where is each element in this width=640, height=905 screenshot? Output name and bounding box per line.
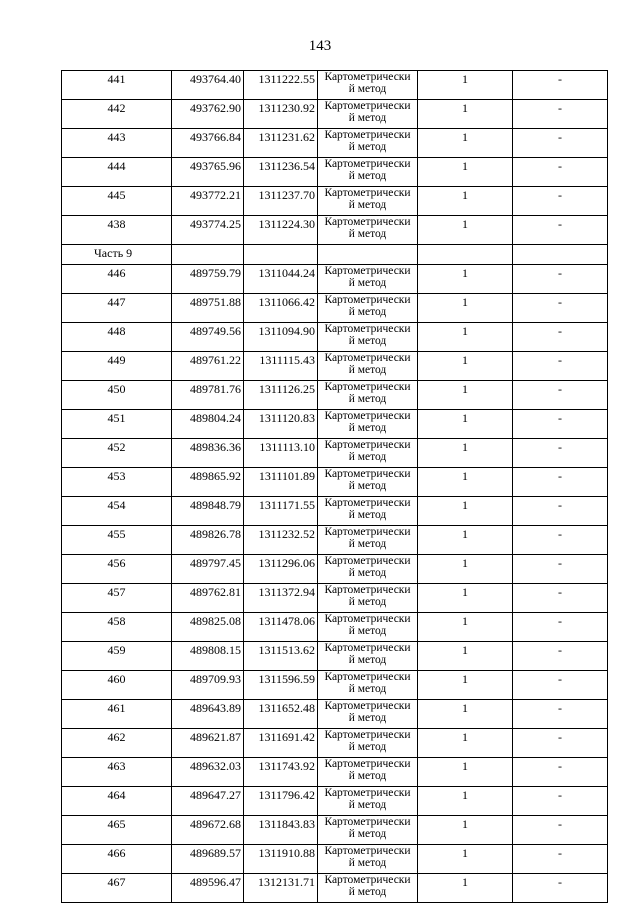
description-cell: - xyxy=(513,671,608,700)
point-number-cell: 450 xyxy=(62,381,172,410)
x-coordinate-cell: 489689.57 xyxy=(172,845,244,874)
point-number-cell: 445 xyxy=(62,187,172,216)
y-coordinate-cell: 1311101.89 xyxy=(244,468,318,497)
method-text-line2: й метод xyxy=(348,393,387,405)
method-cell xyxy=(318,216,418,245)
description-cell: - xyxy=(513,526,608,555)
method-text-line2: й метод xyxy=(348,625,387,637)
y-coordinate-cell: 1311691.42 xyxy=(244,729,318,758)
point-number-cell: 465 xyxy=(62,816,172,845)
point-number-cell: 452 xyxy=(62,439,172,468)
method-cell xyxy=(318,700,418,729)
y-coordinate-cell: 1311652.48 xyxy=(244,700,318,729)
description-cell: - xyxy=(513,874,608,903)
y-coordinate-cell: 1311236.54 xyxy=(244,158,318,187)
table-row xyxy=(62,294,608,323)
point-number-cell: 451 xyxy=(62,410,172,439)
accuracy-cell: 1 xyxy=(418,497,513,526)
method-text-line1: Картометрически xyxy=(324,468,411,480)
method-cell xyxy=(318,758,418,787)
method-text-line1: Картометрически xyxy=(324,352,411,364)
x-coordinate-cell: 489709.93 xyxy=(172,671,244,700)
x-coordinate-cell: 493772.21 xyxy=(172,187,244,216)
y-coordinate-cell: 1311232.52 xyxy=(244,526,318,555)
y-coordinate-cell: 1311237.70 xyxy=(244,187,318,216)
x-coordinate-cell: 489596.47 xyxy=(172,874,244,903)
method-cell xyxy=(318,410,418,439)
method-text-line2: й метод xyxy=(348,741,387,753)
method-cell xyxy=(318,468,418,497)
method-cell xyxy=(318,294,418,323)
y-coordinate-cell: 1311126.25 xyxy=(244,381,318,410)
description-cell: - xyxy=(513,700,608,729)
x-coordinate-cell: 493762.90 xyxy=(172,100,244,129)
coordinates-table-body xyxy=(62,71,608,903)
description-cell: - xyxy=(513,265,608,294)
method-text-line2: й метод xyxy=(348,480,387,492)
method-cell xyxy=(318,158,418,187)
description-cell: - xyxy=(513,468,608,497)
method-cell xyxy=(318,613,418,642)
point-number-cell: 456 xyxy=(62,555,172,584)
method-cell xyxy=(318,816,418,845)
table-row xyxy=(62,700,608,729)
description-cell: - xyxy=(513,216,608,245)
empty-cell xyxy=(244,245,318,265)
table-row xyxy=(62,468,608,497)
table-row xyxy=(62,526,608,555)
y-coordinate-cell: 1311910.88 xyxy=(244,845,318,874)
method-text-line2: й метод xyxy=(348,170,387,182)
table-row xyxy=(62,439,608,468)
method-cell xyxy=(318,100,418,129)
y-coordinate-cell: 1311171.55 xyxy=(244,497,318,526)
x-coordinate-cell: 489808.15 xyxy=(172,642,244,671)
y-coordinate-cell: 1311231.62 xyxy=(244,129,318,158)
section-label: Часть 9 xyxy=(62,245,172,265)
accuracy-cell: 1 xyxy=(418,352,513,381)
table-row xyxy=(62,642,608,671)
accuracy-cell: 1 xyxy=(418,729,513,758)
x-coordinate-cell: 489825.08 xyxy=(172,613,244,642)
description-cell: - xyxy=(513,129,608,158)
method-text-line1: Картометрически xyxy=(324,613,411,625)
x-coordinate-cell: 489759.79 xyxy=(172,265,244,294)
method-text-line1: Картометрически xyxy=(324,129,411,141)
description-cell: - xyxy=(513,187,608,216)
method-text-line1: Картометрически xyxy=(324,100,411,112)
method-text-line2: й метод xyxy=(348,886,387,898)
table-row xyxy=(62,100,608,129)
point-number-cell: 463 xyxy=(62,758,172,787)
description-cell: - xyxy=(513,100,608,129)
empty-cell xyxy=(172,245,244,265)
method-cell xyxy=(318,265,418,294)
accuracy-cell: 1 xyxy=(418,584,513,613)
table-row xyxy=(62,265,608,294)
y-coordinate-cell: 1311596.59 xyxy=(244,671,318,700)
method-text-line2: й метод xyxy=(348,538,387,550)
accuracy-cell: 1 xyxy=(418,100,513,129)
accuracy-cell: 1 xyxy=(418,265,513,294)
x-coordinate-cell: 489762.81 xyxy=(172,584,244,613)
table-row xyxy=(62,816,608,845)
table-row xyxy=(62,555,608,584)
accuracy-cell: 1 xyxy=(418,555,513,584)
method-text-line1: Картометрически xyxy=(324,584,411,596)
x-coordinate-cell: 489804.24 xyxy=(172,410,244,439)
description-cell: - xyxy=(513,613,608,642)
x-coordinate-cell: 489749.56 xyxy=(172,323,244,352)
description-cell: - xyxy=(513,787,608,816)
method-text-line1: Картометрически xyxy=(324,410,411,422)
accuracy-cell: 1 xyxy=(418,129,513,158)
method-text-line2: й метод xyxy=(348,683,387,695)
method-text-line2: й метод xyxy=(348,857,387,869)
point-number-cell: 455 xyxy=(62,526,172,555)
method-text-line2: й метод xyxy=(348,654,387,666)
point-number-cell: 460 xyxy=(62,671,172,700)
method-text-line2: й метод xyxy=(348,422,387,434)
description-cell: - xyxy=(513,642,608,671)
table-row xyxy=(62,71,608,100)
method-text-line2: й метод xyxy=(348,199,387,211)
point-number-cell: 449 xyxy=(62,352,172,381)
method-text-line1: Картометрически xyxy=(324,555,411,567)
table-row xyxy=(62,729,608,758)
y-coordinate-cell: 1311094.90 xyxy=(244,323,318,352)
accuracy-cell: 1 xyxy=(418,816,513,845)
method-text-line2: й метод xyxy=(348,799,387,811)
empty-cell xyxy=(513,245,608,265)
method-text-line1: Картометрически xyxy=(324,787,411,799)
point-number-cell: 438 xyxy=(62,216,172,245)
method-cell xyxy=(318,584,418,613)
accuracy-cell: 1 xyxy=(418,845,513,874)
x-coordinate-cell: 489797.45 xyxy=(172,555,244,584)
table-row xyxy=(62,381,608,410)
x-coordinate-cell: 489781.76 xyxy=(172,381,244,410)
point-number-cell: 459 xyxy=(62,642,172,671)
method-text-line2: й метод xyxy=(348,451,387,463)
description-cell: - xyxy=(513,845,608,874)
y-coordinate-cell: 1311372.94 xyxy=(244,584,318,613)
accuracy-cell: 1 xyxy=(418,671,513,700)
method-cell xyxy=(318,729,418,758)
method-text-line2: й метод xyxy=(348,712,387,724)
table-row xyxy=(62,410,608,439)
x-coordinate-cell: 489836.36 xyxy=(172,439,244,468)
point-number-cell: 458 xyxy=(62,613,172,642)
point-number-cell: 454 xyxy=(62,497,172,526)
y-coordinate-cell: 1311796.42 xyxy=(244,787,318,816)
accuracy-cell: 1 xyxy=(418,439,513,468)
method-text-line1: Картометрически xyxy=(324,497,411,509)
method-text-line1: Картометрически xyxy=(324,874,411,886)
method-text-line1: Картометрически xyxy=(324,729,411,741)
table-row xyxy=(62,187,608,216)
method-text-line1: Картометрически xyxy=(324,158,411,170)
x-coordinate-cell: 489865.92 xyxy=(172,468,244,497)
method-text-line2: й метод xyxy=(348,306,387,318)
method-cell xyxy=(318,526,418,555)
y-coordinate-cell: 1311843.83 xyxy=(244,816,318,845)
table-row xyxy=(62,584,608,613)
method-text-line1: Картометрически xyxy=(324,187,411,199)
table-row xyxy=(62,613,608,642)
table-row xyxy=(62,671,608,700)
point-number-cell: 461 xyxy=(62,700,172,729)
method-text-line1: Картометрически xyxy=(324,265,411,277)
point-number-cell: 446 xyxy=(62,265,172,294)
method-text-line1: Картометрически xyxy=(324,758,411,770)
method-text-line1: Картометрически xyxy=(324,816,411,828)
description-cell: - xyxy=(513,555,608,584)
method-text-line2: й метод xyxy=(348,567,387,579)
method-text-line1: Картометрически xyxy=(324,294,411,306)
description-cell: - xyxy=(513,584,608,613)
description-cell: - xyxy=(513,294,608,323)
point-number-cell: 453 xyxy=(62,468,172,497)
method-cell xyxy=(318,187,418,216)
coordinates-table xyxy=(61,70,608,903)
description-cell: - xyxy=(513,729,608,758)
method-text-line1: Картометрически xyxy=(324,700,411,712)
method-cell xyxy=(318,642,418,671)
method-cell xyxy=(318,439,418,468)
description-cell: - xyxy=(513,323,608,352)
point-number-cell: 466 xyxy=(62,845,172,874)
method-cell xyxy=(318,845,418,874)
x-coordinate-cell: 493765.96 xyxy=(172,158,244,187)
table-row xyxy=(62,787,608,816)
method-text-line2: й метод xyxy=(348,596,387,608)
method-text-line1: Картометрически xyxy=(324,71,411,83)
x-coordinate-cell: 493764.40 xyxy=(172,71,244,100)
y-coordinate-cell: 1311743.92 xyxy=(244,758,318,787)
method-text-line1: Картометрически xyxy=(324,323,411,335)
point-number-cell: 467 xyxy=(62,874,172,903)
method-text-line2: й метод xyxy=(348,828,387,840)
table-row xyxy=(62,352,608,381)
method-text-line2: й метод xyxy=(348,83,387,95)
accuracy-cell: 1 xyxy=(418,381,513,410)
description-cell: - xyxy=(513,352,608,381)
description-cell: - xyxy=(513,410,608,439)
x-coordinate-cell: 489643.89 xyxy=(172,700,244,729)
x-coordinate-cell: 489672.68 xyxy=(172,816,244,845)
table-row xyxy=(62,216,608,245)
point-number-cell: 442 xyxy=(62,100,172,129)
table-row xyxy=(62,874,608,903)
description-cell: - xyxy=(513,497,608,526)
section-row xyxy=(62,245,608,265)
accuracy-cell: 1 xyxy=(418,71,513,100)
method-cell xyxy=(318,381,418,410)
y-coordinate-cell: 1311478.06 xyxy=(244,613,318,642)
method-cell xyxy=(318,352,418,381)
accuracy-cell: 1 xyxy=(418,294,513,323)
method-text-line2: й метод xyxy=(348,364,387,376)
point-number-cell: 464 xyxy=(62,787,172,816)
accuracy-cell: 1 xyxy=(418,526,513,555)
method-text-line2: й метод xyxy=(348,770,387,782)
method-cell xyxy=(318,671,418,700)
x-coordinate-cell: 489848.79 xyxy=(172,497,244,526)
description-cell: - xyxy=(513,158,608,187)
method-text-line1: Картометрически xyxy=(324,439,411,451)
description-cell: - xyxy=(513,381,608,410)
method-text-line1: Картометрически xyxy=(324,845,411,857)
accuracy-cell: 1 xyxy=(418,323,513,352)
table-row xyxy=(62,129,608,158)
table-row xyxy=(62,158,608,187)
y-coordinate-cell: 1311224.30 xyxy=(244,216,318,245)
table-row xyxy=(62,758,608,787)
accuracy-cell: 1 xyxy=(418,787,513,816)
description-cell: - xyxy=(513,816,608,845)
empty-cell xyxy=(318,245,418,265)
point-number-cell: 447 xyxy=(62,294,172,323)
method-text-line1: Картометрически xyxy=(324,216,411,228)
y-coordinate-cell: 1311120.83 xyxy=(244,410,318,439)
method-text-line1: Картометрически xyxy=(324,642,411,654)
method-cell xyxy=(318,129,418,158)
method-cell xyxy=(318,787,418,816)
table-row xyxy=(62,497,608,526)
method-text-line2: й метод xyxy=(348,112,387,124)
method-cell xyxy=(318,555,418,584)
y-coordinate-cell: 1311222.55 xyxy=(244,71,318,100)
empty-cell xyxy=(418,245,513,265)
method-text-line2: й метод xyxy=(348,509,387,521)
accuracy-cell: 1 xyxy=(418,216,513,245)
x-coordinate-cell: 489647.27 xyxy=(172,787,244,816)
y-coordinate-cell: 1311513.62 xyxy=(244,642,318,671)
accuracy-cell: 1 xyxy=(418,158,513,187)
x-coordinate-cell: 489621.87 xyxy=(172,729,244,758)
y-coordinate-cell: 1311296.06 xyxy=(244,555,318,584)
accuracy-cell: 1 xyxy=(418,758,513,787)
x-coordinate-cell: 489751.88 xyxy=(172,294,244,323)
page-number: 143 xyxy=(308,38,332,54)
description-cell: - xyxy=(513,758,608,787)
accuracy-cell: 1 xyxy=(418,642,513,671)
accuracy-cell: 1 xyxy=(418,410,513,439)
point-number-cell: 457 xyxy=(62,584,172,613)
x-coordinate-cell: 493766.84 xyxy=(172,129,244,158)
method-cell xyxy=(318,874,418,903)
y-coordinate-cell: 1312131.71 xyxy=(244,874,318,903)
accuracy-cell: 1 xyxy=(418,700,513,729)
x-coordinate-cell: 489632.03 xyxy=(172,758,244,787)
method-text-line1: Картометрически xyxy=(324,671,411,683)
y-coordinate-cell: 1311044.24 xyxy=(244,265,318,294)
method-text-line2: й метод xyxy=(348,228,387,240)
x-coordinate-cell: 489826.78 xyxy=(172,526,244,555)
method-text-line2: й метод xyxy=(348,277,387,289)
method-cell xyxy=(318,323,418,352)
point-number-cell: 443 xyxy=(62,129,172,158)
point-number-cell: 444 xyxy=(62,158,172,187)
method-cell xyxy=(318,497,418,526)
method-text-line2: й метод xyxy=(348,141,387,153)
y-coordinate-cell: 1311230.92 xyxy=(244,100,318,129)
point-number-cell: 462 xyxy=(62,729,172,758)
y-coordinate-cell: 1311115.43 xyxy=(244,352,318,381)
point-number-cell: 448 xyxy=(62,323,172,352)
accuracy-cell: 1 xyxy=(418,613,513,642)
method-text-line2: й метод xyxy=(348,335,387,347)
accuracy-cell: 1 xyxy=(418,468,513,497)
x-coordinate-cell: 493774.25 xyxy=(172,216,244,245)
method-cell xyxy=(318,71,418,100)
method-text-line1: Картометрически xyxy=(324,381,411,393)
table-row xyxy=(62,323,608,352)
description-cell: - xyxy=(513,439,608,468)
method-text-line1: Картометрически xyxy=(324,526,411,538)
accuracy-cell: 1 xyxy=(418,187,513,216)
y-coordinate-cell: 1311066.42 xyxy=(244,294,318,323)
x-coordinate-cell: 489761.22 xyxy=(172,352,244,381)
table-row xyxy=(62,845,608,874)
accuracy-cell: 1 xyxy=(418,874,513,903)
y-coordinate-cell: 1311113.10 xyxy=(244,439,318,468)
description-cell: - xyxy=(513,71,608,100)
point-number-cell: 441 xyxy=(62,71,172,100)
